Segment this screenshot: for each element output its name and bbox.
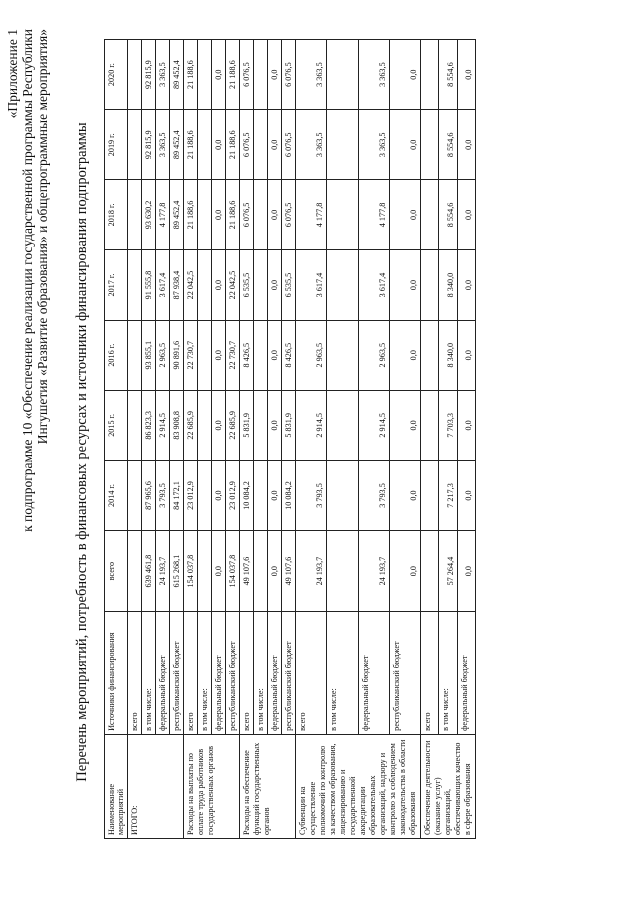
amount-cell (254, 180, 268, 250)
table-row (296, 40, 327, 839)
amount-cell (254, 390, 268, 460)
amount-cell (327, 320, 358, 390)
amount-cell: 0,0 (268, 531, 282, 612)
column-header: 2018 г. (105, 180, 128, 250)
amount-cell (254, 320, 268, 390)
amount-cell: 2 963,5 (358, 320, 389, 390)
amount-cell: 154 037,8 (226, 531, 240, 612)
amount-cell (128, 531, 142, 612)
amount-cell: 89 452,4 (170, 180, 184, 250)
amount-cell: 91 555,8 (142, 250, 156, 320)
amount-cell (421, 531, 439, 612)
funding-source: республиканский бюджет (389, 612, 420, 735)
amount-cell: 89 452,4 (170, 110, 184, 180)
amount-cell (327, 40, 358, 110)
amount-cell: 639 461,8 (142, 531, 156, 612)
amount-cell: 57 264,4 (439, 531, 457, 612)
column-header: 2020 г. (105, 40, 128, 110)
funding-source: всего (184, 612, 198, 735)
amount-cell (128, 460, 142, 530)
amount-cell: 2 914,5 (156, 390, 170, 460)
amount-cell: 23 012,9 (226, 460, 240, 530)
amount-cell (198, 320, 212, 390)
amount-cell: 8 554,6 (439, 110, 457, 180)
amount-cell: 6 076,5 (282, 40, 296, 110)
amount-cell: 0,0 (268, 460, 282, 530)
amount-cell: 21 188,6 (226, 110, 240, 180)
amount-cell: 0,0 (389, 460, 420, 530)
amount-cell: 92 815,9 (142, 110, 156, 180)
amount-cell (198, 180, 212, 250)
amount-cell: 0,0 (268, 390, 282, 460)
column-header: всего (105, 531, 128, 612)
amount-cell: 0,0 (212, 320, 226, 390)
amount-cell: 0,0 (389, 250, 420, 320)
appendix-block (5, 29, 50, 629)
amount-cell: 90 891,6 (170, 320, 184, 390)
table-row (421, 40, 439, 839)
amount-cell (327, 180, 358, 250)
amount-cell: 24 193,7 (156, 531, 170, 612)
amount-cell (327, 390, 358, 460)
amount-cell: 0,0 (457, 460, 475, 530)
amount-cell: 89 452,4 (170, 40, 184, 110)
amount-cell: 8 554,6 (439, 40, 457, 110)
amount-cell (421, 250, 439, 320)
amount-cell: 0,0 (212, 390, 226, 460)
amount-cell (128, 320, 142, 390)
amount-cell (198, 460, 212, 530)
amount-cell: 8 340,0 (439, 250, 457, 320)
amount-cell: 0,0 (268, 40, 282, 110)
amount-cell: 154 037,8 (184, 531, 198, 612)
amount-cell: 8 554,6 (439, 180, 457, 250)
amount-cell: 5 831,9 (282, 390, 296, 460)
amount-cell: 24 193,7 (296, 531, 327, 612)
amount-cell: 0,0 (268, 180, 282, 250)
table-header-row (105, 40, 128, 839)
amount-cell: 3 363,5 (296, 40, 327, 110)
table-row (254, 40, 268, 839)
table-row (457, 40, 475, 839)
amount-cell: 93 855,1 (142, 320, 156, 390)
amount-cell: 0,0 (457, 531, 475, 612)
amount-cell: 3 617,4 (156, 250, 170, 320)
activity-name: Обеспечение деятельности (оказание услуг) организаций, обеспечивающих качество в сфере образования (421, 734, 476, 838)
amount-cell (327, 460, 358, 530)
amount-cell: 22 685,9 (184, 390, 198, 460)
amount-cell: 24 193,7 (358, 531, 389, 612)
amount-cell: 0,0 (457, 320, 475, 390)
appendix-line: Ингушетия «Развитие образования» и общепрограммные мероприятия» (35, 29, 50, 445)
amount-cell: 21 188,6 (184, 110, 198, 180)
amount-cell: 3 617,4 (358, 250, 389, 320)
table-row (184, 40, 198, 839)
amount-cell: 0,0 (212, 531, 226, 612)
amount-cell: 2 963,5 (156, 320, 170, 390)
amount-cell (198, 531, 212, 612)
amount-cell (421, 390, 439, 460)
amount-cell: 7 217,3 (439, 460, 457, 530)
amount-cell (421, 180, 439, 250)
amount-cell: 3 363,5 (358, 110, 389, 180)
amount-cell: 0,0 (457, 110, 475, 180)
amount-cell: 0,0 (212, 180, 226, 250)
amount-cell: 2 963,5 (296, 320, 327, 390)
amount-cell (128, 110, 142, 180)
amount-cell: 0,0 (457, 250, 475, 320)
activity-name: ИТОГО: (128, 734, 184, 838)
table-row (389, 40, 420, 839)
amount-cell: 6 076,5 (240, 180, 254, 250)
amount-cell: 21 188,6 (184, 180, 198, 250)
amount-cell: 3 793,5 (358, 460, 389, 530)
amount-cell: 0,0 (389, 390, 420, 460)
amount-cell (421, 460, 439, 530)
table-row (128, 40, 142, 839)
amount-cell: 49 107,6 (240, 531, 254, 612)
column-header: 2014 г. (105, 460, 128, 530)
amount-cell: 3 793,5 (296, 460, 327, 530)
amount-cell: 8 426,5 (240, 320, 254, 390)
table-row (282, 40, 296, 839)
amount-cell: 0,0 (268, 250, 282, 320)
amount-cell: 0,0 (457, 390, 475, 460)
amount-cell: 8 340,0 (439, 320, 457, 390)
amount-cell (327, 531, 358, 612)
table-row (439, 40, 457, 839)
amount-cell: 83 908,8 (170, 390, 184, 460)
amount-cell (198, 40, 212, 110)
amount-cell: 3 363,5 (156, 110, 170, 180)
amount-cell: 3 617,4 (296, 250, 327, 320)
amount-cell (421, 110, 439, 180)
amount-cell: 3 363,5 (358, 40, 389, 110)
funding-source: всего (128, 612, 142, 735)
table-row (156, 40, 170, 839)
table-row (170, 40, 184, 839)
amount-cell: 93 630,2 (142, 180, 156, 250)
amount-cell: 0,0 (212, 250, 226, 320)
amount-cell: 87 938,4 (170, 250, 184, 320)
amount-cell: 22 730,7 (184, 320, 198, 390)
funding-source: федеральный бюджет (358, 612, 389, 735)
amount-cell (254, 250, 268, 320)
amount-cell: 0,0 (389, 320, 420, 390)
appendix-line: «Приложение 1 (5, 29, 20, 119)
table-row (212, 40, 226, 839)
amount-cell: 2 914,5 (358, 390, 389, 460)
table-row (268, 40, 282, 839)
funding-source: федеральный бюджет (457, 612, 475, 735)
amount-cell: 4 177,8 (358, 180, 389, 250)
amount-cell: 6 076,5 (240, 110, 254, 180)
amount-cell: 0,0 (212, 40, 226, 110)
amount-cell: 0,0 (389, 180, 420, 250)
amount-cell (128, 390, 142, 460)
amount-cell: 0,0 (212, 460, 226, 530)
amount-cell: 0,0 (389, 40, 420, 110)
amount-cell: 22 042,5 (226, 250, 240, 320)
funding-source: в том числе: (142, 612, 156, 735)
amount-cell: 23 012,9 (184, 460, 198, 530)
appendix-line: к подпрограмме 10 «Обеспечение реализации государственной программы Республики (20, 29, 35, 532)
column-header: Источники финансирования (105, 612, 128, 735)
table-row (142, 40, 156, 839)
amount-cell: 22 730,7 (226, 320, 240, 390)
column-header: Наименование мероприятий (105, 734, 128, 838)
funding-source: в том числе: (198, 612, 212, 735)
activity-name: Субвенции на осуществление полномочий по контролю за качеством образования, лицензированию и государственной аккредитации образовательных организаций, надзору и контролю за соблюдением законодательства в области образования (296, 734, 421, 838)
amount-cell: 92 815,9 (142, 40, 156, 110)
amount-cell (254, 531, 268, 612)
table-row (240, 40, 254, 839)
amount-cell: 0,0 (389, 531, 420, 612)
amount-cell (327, 110, 358, 180)
amount-cell: 4 177,8 (296, 180, 327, 250)
amount-cell: 7 703,3 (439, 390, 457, 460)
amount-cell (254, 460, 268, 530)
column-header: 2015 г. (105, 390, 128, 460)
funding-source: всего (240, 612, 254, 735)
amount-cell (421, 40, 439, 110)
amount-cell (421, 320, 439, 390)
column-header: 2016 г. (105, 320, 128, 390)
financing-table (104, 39, 476, 839)
column-header: 2017 г. (105, 250, 128, 320)
funding-source: в том числе: (254, 612, 268, 735)
amount-cell: 0,0 (389, 110, 420, 180)
amount-cell: 0,0 (457, 40, 475, 110)
amount-cell: 87 965,6 (142, 460, 156, 530)
funding-source: федеральный бюджет (212, 612, 226, 735)
funding-source: федеральный бюджет (268, 612, 282, 735)
amount-cell (198, 110, 212, 180)
amount-cell: 5 831,9 (240, 390, 254, 460)
amount-cell: 22 685,9 (226, 390, 240, 460)
amount-cell (128, 40, 142, 110)
amount-cell: 6 076,5 (240, 40, 254, 110)
amount-cell: 6 535,5 (282, 250, 296, 320)
funding-source: федеральный бюджет (156, 612, 170, 735)
amount-cell (254, 110, 268, 180)
amount-cell: 6 076,5 (282, 110, 296, 180)
funding-source: всего (296, 612, 327, 735)
amount-cell: 3 793,5 (156, 460, 170, 530)
funding-source: республиканский бюджет (226, 612, 240, 735)
amount-cell: 0,0 (268, 320, 282, 390)
funding-source: всего (421, 612, 439, 735)
amount-cell: 0,0 (212, 110, 226, 180)
amount-cell: 4 177,8 (156, 180, 170, 250)
amount-cell: 21 188,6 (226, 180, 240, 250)
funding-source: республиканский бюджет (282, 612, 296, 735)
amount-cell: 615 268,1 (170, 531, 184, 612)
amount-cell: 22 042,5 (184, 250, 198, 320)
amount-cell: 6 535,5 (240, 250, 254, 320)
amount-cell: 6 076,5 (282, 180, 296, 250)
amount-cell: 10 084,2 (240, 460, 254, 530)
amount-cell (254, 40, 268, 110)
amount-cell: 84 172,1 (170, 460, 184, 530)
document-title: Перечень мероприятий, потребность в финансовых ресурсах и источники финансирования подпрограммы (74, 122, 90, 782)
table-row (226, 40, 240, 839)
amount-cell: 0,0 (457, 180, 475, 250)
amount-cell: 2 914,5 (296, 390, 327, 460)
funding-source: в том числе: (327, 612, 358, 735)
amount-cell: 3 363,5 (296, 110, 327, 180)
amount-cell: 21 188,6 (184, 40, 198, 110)
table-row (327, 40, 358, 839)
amount-cell: 3 363,5 (156, 40, 170, 110)
funding-source: в том числе: (439, 612, 457, 735)
funding-source: республиканский бюджет (170, 612, 184, 735)
amount-cell: 49 107,6 (282, 531, 296, 612)
amount-cell: 86 823,3 (142, 390, 156, 460)
amount-cell (198, 390, 212, 460)
amount-cell (327, 250, 358, 320)
amount-cell: 8 426,5 (282, 320, 296, 390)
rotated-sheet (0, 7, 640, 897)
table-row (358, 40, 389, 839)
amount-cell (198, 250, 212, 320)
table-row (198, 40, 212, 839)
amount-cell (128, 180, 142, 250)
amount-cell: 0,0 (268, 110, 282, 180)
amount-cell: 21 188,6 (226, 40, 240, 110)
table-body (128, 40, 476, 839)
amount-cell: 10 084,2 (282, 460, 296, 530)
activity-name: Расходы на обеспечение функций государственных органов (240, 734, 296, 838)
column-header: 2019 г. (105, 110, 128, 180)
amount-cell (128, 250, 142, 320)
activity-name: Расходы на выплаты по оплате труда работников государственных органов (184, 734, 240, 838)
